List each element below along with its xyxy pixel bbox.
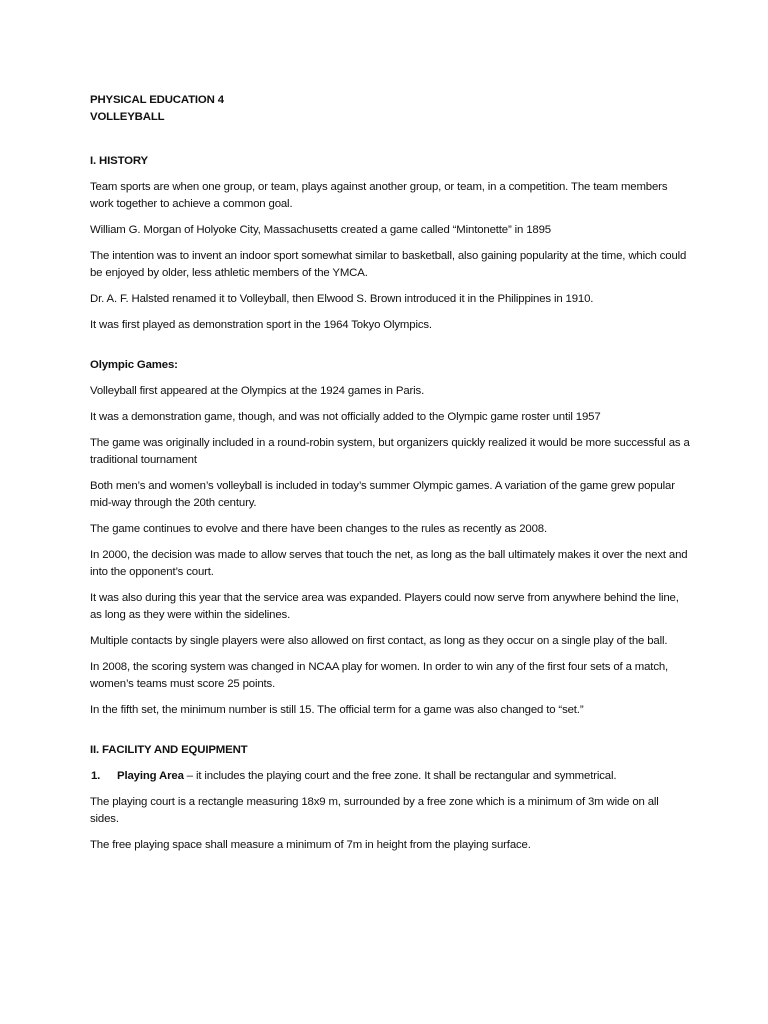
history-heading: I. HISTORY [90,155,148,167]
document-title-course: PHYSICAL EDUCATION 4 [90,94,224,106]
facility-list-item [90,768,690,785]
olympic-paragraph: In 2008, the scoring system was changed in NCAA play for women. In order to win any of the first four sets of a match, women’s teams must score 25 points. [90,661,669,690]
list-item-content [117,768,616,785]
facility-heading: II. FACILITY AND EQUIPMENT [90,744,248,756]
olympic-paragraph: In 2000, the decision was made to allow serves that touch the net, as long as the ball ultimately makes it over the next and into the opponent’s court. [90,549,688,578]
olympic-heading: Olympic Games: [90,359,178,371]
olympic-paragraph: Volleyball first appeared at the Olympics at the 1924 games in Paris. [90,385,425,397]
olympic-paragraph: The game continues to evolve and there have been changes to the rules as recently as 2008. [90,523,547,535]
document-title-subject: VOLLEYBALL [90,111,165,123]
history-paragraph: Team sports are when one group, or team, plays against another group, or team, in a competition. The team members work together to achieve a common goal. [90,181,668,210]
olympic-paragraph: In the fifth set, the minimum number is still 15. The official term for a game was also changed to “set.” [90,704,584,716]
list-item-text: – it includes the playing court and the free zone. It shall be rectangular and symmetrical. [183,770,617,782]
history-paragraph: It was first played as demonstration sport in the 1964 Tokyo Olympics. [90,319,432,331]
olympic-paragraph: It was also during this year that the service area was expanded. Players could now serve from anywhere behind the line, as long as they were within the sidelines. [90,592,679,621]
history-paragraph: Dr. A. F. Halsted renamed it to Volleyball, then Elwood S. Brown introduced it in the Philippines in 1910. [90,293,594,305]
history-paragraph: The intention was to invent an indoor sport somewhat similar to basketball, also gaining popularity at the time, which could be enjoyed by older, less athletic members of the YMCA. [90,250,687,279]
facility-section [90,742,690,854]
facility-paragraph: The playing court is a rectangle measuring 18x9 m, surrounded by a free zone which is a minimum of 3m wide on all sides. [90,796,659,825]
list-item-label: Playing Area [117,770,184,782]
olympic-section [90,357,690,719]
olympic-paragraph: Multiple contacts by single players were also allowed on first contact, as long as they occur on a single play of the ball. [90,635,668,647]
olympic-paragraph: It was a demonstration game, though, and was not officially added to the Olympic game roster until 1957 [90,411,601,423]
history-section [90,153,690,334]
olympic-paragraph: The game was originally included in a round-robin system, but organizers quickly realized it would be more successful as a traditional tournament [90,437,690,466]
olympic-paragraph: Both men’s and women’s volleyball is included in today’s summer Olympic games. A variation of the game grew popular mid-way through the 20th century. [90,480,675,509]
document-page [90,92,690,854]
facility-paragraph: The free playing space shall measure a minimum of 7m in height from the playing surface. [90,839,531,851]
list-item-number: 1. [91,770,101,782]
history-paragraph: William G. Morgan of Holyoke City, Massachusetts created a game called “Mintonette” in 1895 [90,224,551,236]
